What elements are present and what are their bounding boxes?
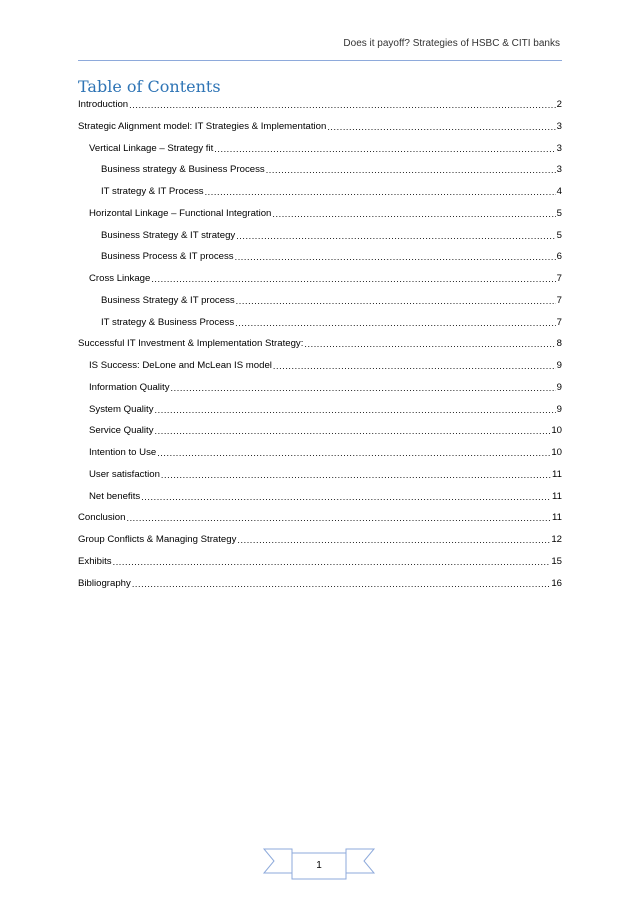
toc-entry-page: 11 — [552, 468, 562, 480]
toc-entry-text: Horizontal Linkage – Functional Integration — [89, 207, 272, 219]
toc-dot-leader — [272, 208, 555, 220]
toc-entry-page: 10 — [551, 447, 562, 458]
toc-entry-page: 6 — [556, 251, 562, 263]
toc-entry-text: Business Strategy & IT process — [101, 294, 235, 306]
toc-entry-page: 3 — [556, 142, 562, 154]
toc-dot-leader — [237, 534, 550, 546]
toc-entry-page: 8 — [556, 338, 562, 350]
toc-entry-page: 2 — [556, 99, 562, 110]
toc-entry[interactable] — [78, 271, 562, 285]
toc-entry-text: IS Success: DeLone and McLean IS model — [89, 360, 272, 371]
toc-entry[interactable] — [78, 184, 562, 198]
toc-entry[interactable] — [78, 489, 562, 503]
toc-entry-text: System Quality — [89, 403, 154, 415]
toc-entry[interactable] — [78, 576, 562, 590]
toc-entry[interactable] — [78, 445, 562, 459]
toc-entry-page: 7 — [556, 273, 562, 284]
toc-entry-text: IT strategy & IT Process — [101, 186, 204, 197]
toc-entry-text: Information Quality — [89, 381, 170, 393]
toc-entry[interactable] — [78, 97, 562, 111]
toc-entry-text: Business Process & IT process — [101, 251, 234, 263]
toc-entry-page: 5 — [556, 229, 562, 241]
toc-dot-leader — [235, 317, 556, 329]
header-rule — [78, 60, 562, 61]
toc-dot-leader — [235, 251, 556, 263]
toc-entry-text: IT strategy & Business Process — [101, 316, 235, 328]
toc-entry[interactable] — [78, 141, 562, 155]
toc-entry-page: 10 — [551, 425, 562, 437]
toc-entry-text: Intention to Use — [89, 447, 157, 458]
toc-dot-leader — [327, 121, 555, 133]
toc-entry[interactable] — [78, 554, 562, 568]
toc-dot-leader — [171, 382, 556, 394]
toc-entry[interactable] — [78, 249, 562, 263]
toc-entry-text: Conclusion — [78, 512, 126, 524]
toc-dot-leader — [126, 512, 551, 524]
toc-dot-leader — [155, 425, 551, 437]
toc-entry-page: 9 — [556, 381, 562, 393]
toc-dot-leader — [141, 491, 551, 503]
toc-entry[interactable] — [78, 358, 562, 372]
running-header: Does it payoff? Strategies of HSBC & CITI banks — [343, 38, 560, 49]
toc-entry[interactable] — [78, 510, 562, 524]
toc-dot-leader — [151, 273, 555, 285]
toc-entry-page: 15 — [551, 555, 562, 567]
toc-entry-page: 9 — [556, 360, 562, 371]
toc-entry-text: Business strategy & Business Process — [101, 164, 265, 176]
toc-entry-page: 4 — [556, 186, 562, 197]
toc-entry-text: Strategic Alignment model: IT Strategies & Implementation — [78, 120, 327, 132]
toc-entry[interactable] — [78, 228, 562, 242]
toc-entry[interactable] — [78, 402, 562, 416]
toc-dot-leader — [236, 295, 556, 307]
toc-dot-leader — [273, 360, 556, 372]
toc-entry[interactable] — [78, 423, 562, 437]
toc-entry-page: 3 — [556, 120, 562, 132]
toc-entry-page: 5 — [556, 207, 562, 219]
toc-entry-text: Vertical Linkage – Strategy fit — [89, 142, 214, 154]
toc-dot-leader — [132, 578, 551, 590]
toc-entry[interactable] — [78, 119, 562, 133]
toc-entry-page: 16 — [551, 577, 562, 589]
toc-dot-leader — [157, 447, 550, 459]
toc-dot-leader — [236, 230, 555, 242]
toc-entry-text: Cross Linkage — [89, 273, 151, 284]
toc-entry-text: Bibliography — [78, 577, 131, 589]
toc-entry[interactable] — [78, 162, 562, 176]
toc-entry-page: 3 — [556, 164, 562, 176]
toc-entry-page: 12 — [551, 534, 562, 545]
toc-entry-text: Net benefits — [89, 490, 141, 502]
toc-entry[interactable] — [78, 467, 562, 481]
toc-entry-text: Group Conflicts & Managing Strategy — [78, 534, 237, 545]
toc-entry-page: 11 — [552, 512, 562, 524]
toc-entry[interactable] — [78, 293, 562, 307]
toc-dot-leader — [304, 338, 555, 350]
toc-dot-leader — [129, 99, 556, 111]
toc-entry-text: Business Strategy & IT strategy — [101, 229, 236, 241]
toc-entry-page: 7 — [556, 294, 562, 306]
toc-entry[interactable] — [78, 315, 562, 329]
toc-entry[interactable] — [78, 532, 562, 546]
toc-entry[interactable] — [78, 206, 562, 220]
toc-entry-text: Successful IT Investment & Implementation Strategy: — [78, 338, 304, 350]
toc-dot-leader — [155, 404, 556, 416]
toc-entry-page: 7 — [556, 316, 562, 328]
toc-entry-text: User satisfaction — [89, 468, 160, 480]
toc-entry[interactable] — [78, 336, 562, 350]
toc-entry[interactable] — [78, 380, 562, 394]
toc-dot-leader — [205, 186, 556, 198]
toc-entry-page: 9 — [556, 403, 562, 415]
toc-entry-text: Exhibits — [78, 555, 112, 567]
toc-entry-page: 11 — [552, 490, 562, 502]
toc-dot-leader — [161, 469, 551, 481]
toc-dot-leader — [113, 556, 551, 568]
toc-dot-leader — [266, 164, 556, 176]
toc-entry-text: Introduction — [78, 99, 129, 110]
toc-title: Table of Contents — [78, 77, 221, 96]
page-number: 1 — [316, 860, 322, 871]
toc-entry-text: Service Quality — [89, 425, 154, 437]
toc-dot-leader — [214, 143, 555, 155]
